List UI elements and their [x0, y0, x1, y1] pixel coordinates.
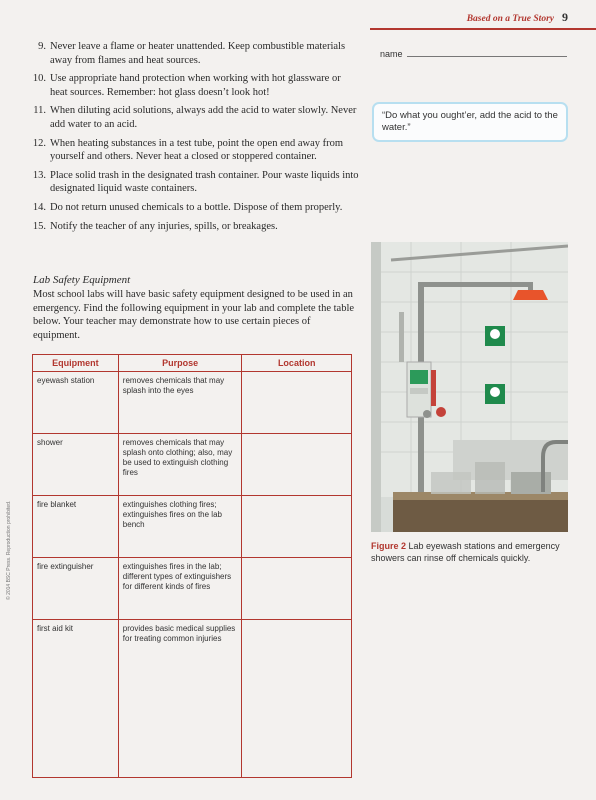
rule-text: Place solid trash in the designated trash container. Pour waste liquids into designated liquid waste containers. — [50, 169, 359, 195]
section-intro: Most school labs will have basic safety equipment designed to be used in an emergency. Find the following equipment in your lab and complete the table below. Your teacher may demonstrate how to use certain pieces of equipment. — [33, 289, 355, 341]
table-header-row — [33, 355, 352, 372]
equipment-cell: shower — [33, 434, 119, 496]
rule-item — [24, 40, 359, 67]
rule-number: 10. — [32, 73, 46, 85]
rule-text: When diluting acid solutions, always add the acid to water slowly. Never add water to an acid. — [50, 105, 357, 130]
section-title: Lab Safety Equipment — [33, 274, 131, 286]
purpose-cell: removes chemicals that may splash into the eyes — [118, 372, 242, 434]
table-row — [33, 372, 352, 434]
table-row — [33, 496, 352, 558]
rule-item — [24, 137, 359, 164]
rule-text: When heating substances in a test tube, point the open end away from yourself and others. Never heat a closed or stoppered container. — [50, 137, 344, 163]
equipment-table — [32, 354, 352, 778]
location-cell[interactable] — [242, 434, 352, 496]
rule-number: 12. — [32, 137, 46, 149]
safety-rules-list — [24, 40, 359, 238]
name-blank-line[interactable] — [407, 48, 567, 57]
figure-caption — [371, 540, 571, 564]
purpose-cell: provides basic medical supplies for treating common injuries — [118, 620, 242, 778]
location-cell[interactable] — [242, 620, 352, 778]
photo-illustration — [371, 242, 568, 532]
column-header-equipment: Equipment — [33, 355, 119, 372]
rule-number: 11. — [33, 105, 46, 117]
equipment-cell: eyewash station — [33, 372, 119, 434]
rule-text: Use appropriate hand protection when working with hot glassware or heat sources. Remember: hot glass doesn’t look hot! — [50, 73, 341, 98]
rule-text: Never leave a flame or heater unattended. Keep combustible materials away from flames and heat sources. — [50, 41, 346, 66]
running-title: Based on a True Story — [466, 14, 554, 24]
rule-text: Notify the teacher of any injuries, spills, or breakages. — [50, 220, 278, 232]
equipment-cell: fire extinguisher — [33, 558, 119, 620]
rule-item — [24, 201, 359, 215]
rule-number: 14. — [32, 201, 46, 213]
rule-item — [24, 104, 359, 131]
rule-number: 9. — [38, 41, 46, 52]
page-number: 9 — [562, 10, 568, 24]
equipment-cell: first aid kit — [33, 620, 119, 778]
figure-caption-text: Lab eyewash stations and emergency showers can rinse off chemicals quickly. — [371, 541, 560, 563]
table-row — [33, 620, 352, 778]
eyewash-shower-photo — [371, 242, 568, 532]
rule-text: Do not return unused chemicals to a bottle. Dispose of them properly. — [50, 201, 343, 213]
rule-item — [24, 220, 359, 234]
rule-number: 13. — [32, 169, 46, 181]
copyright-notice: © 2014 BSC Press. Reproduction prohibited. — [6, 500, 12, 600]
table-row — [33, 434, 352, 496]
purpose-cell: removes chemicals that may splash onto clothing; also, may be used to extinguish clothing fires — [118, 434, 242, 496]
rule-item — [24, 72, 359, 99]
figure-label: Figure 2 — [371, 541, 407, 551]
purpose-cell: extinguishes clothing fires; extinguishes fires on the lab bench — [118, 496, 242, 558]
column-header-purpose: Purpose — [118, 355, 242, 372]
rule-number: 15. — [32, 220, 46, 232]
running-header — [467, 10, 568, 25]
column-header-location: Location — [242, 355, 352, 372]
rule-item — [24, 169, 359, 196]
location-cell[interactable] — [242, 558, 352, 620]
location-cell[interactable] — [242, 496, 352, 558]
purpose-cell: extinguishes fires in the lab; different types of extinguishers for different kinds of fires — [118, 558, 242, 620]
table-row — [33, 558, 352, 620]
name-field[interactable] — [380, 48, 567, 59]
equipment-cell: fire blanket — [33, 496, 119, 558]
callout-box: “Do what you ought’er, add the acid to the water.” — [372, 102, 568, 142]
name-label: name — [380, 49, 403, 59]
location-cell[interactable] — [242, 372, 352, 434]
